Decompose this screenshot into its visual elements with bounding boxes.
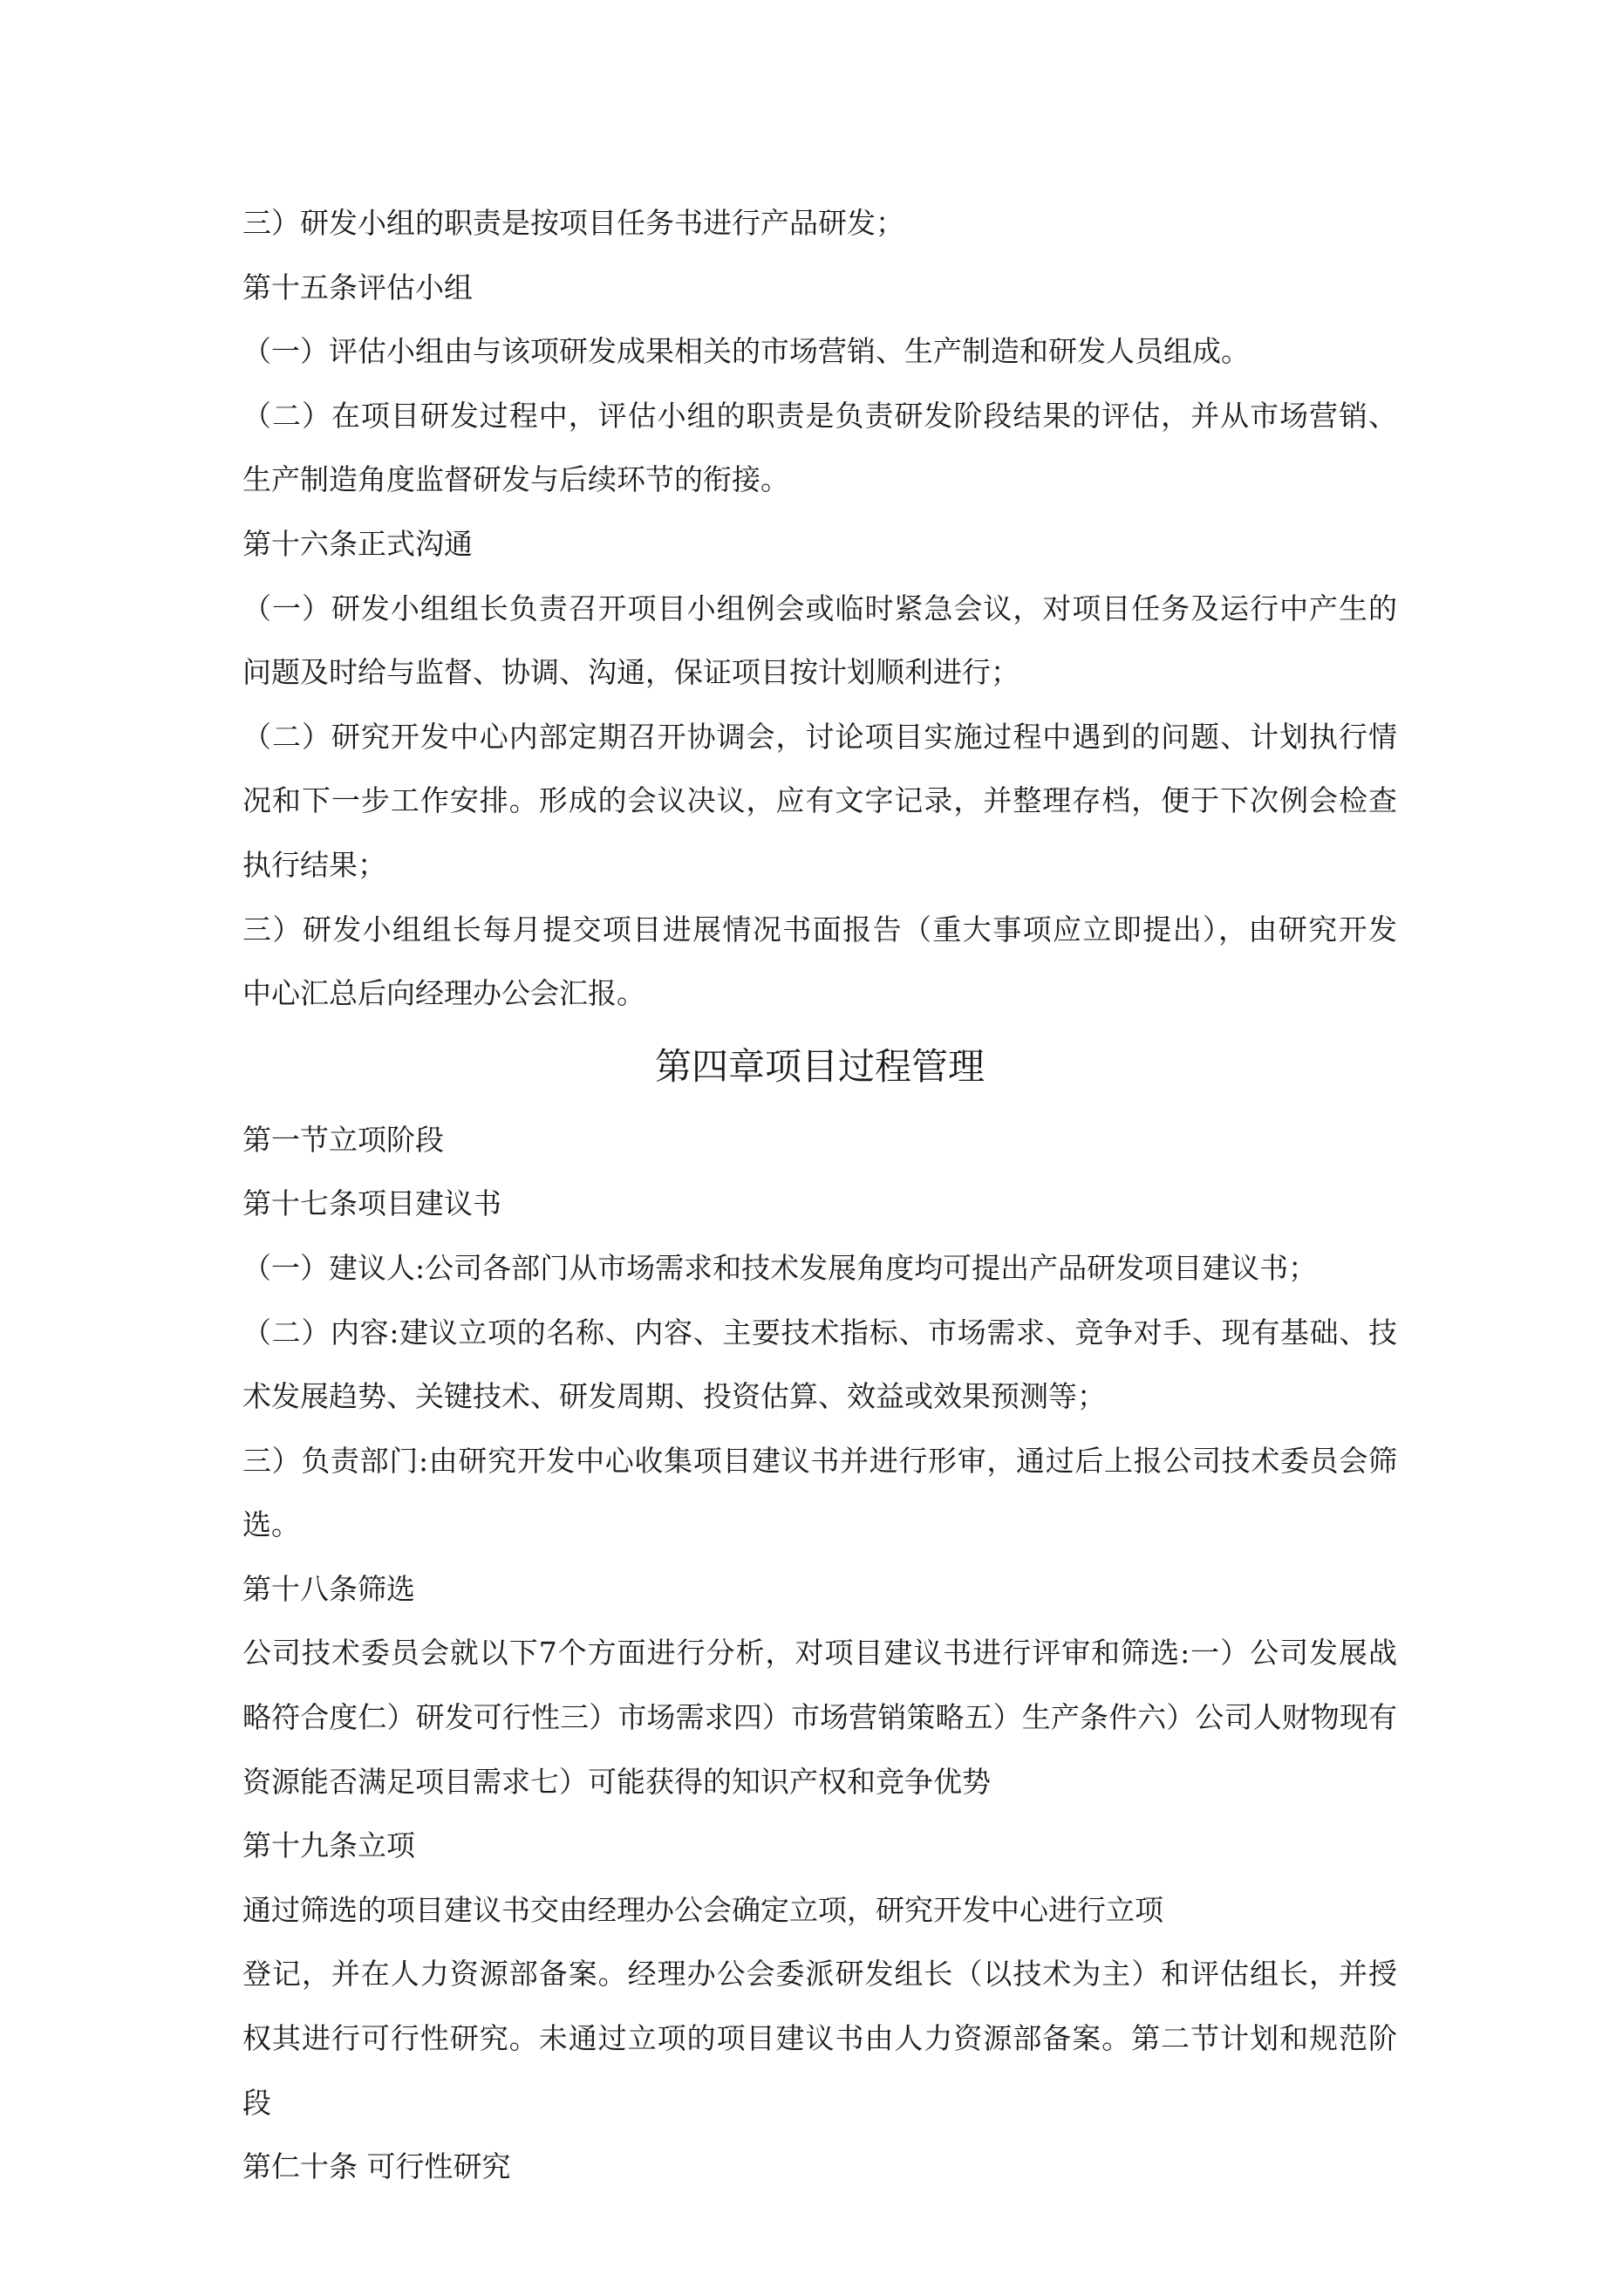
clause-line: 资源能否满足项目需求七）可能获得的知识产权和竞争优势 — [242, 1764, 991, 1799]
clause-line: （一）研发小组组长负责召开项目小组例会或临时紧急会议，对项目任务及运行中产生的 — [242, 591, 1397, 625]
document-body — [242, 191, 1397, 2199]
clause-line: 段 — [242, 2085, 271, 2120]
clause-line: （二）内容:建议立项的名称、内容、主要技术指标、市场需求、竞争对手、现有基础、技 — [242, 1315, 1397, 1350]
clause-line: （一）评估小组由与该项研发成果相关的市场营销、生产制造和研发人员组成。 — [242, 334, 1250, 369]
clause-line: 三）研发小组的职责是按项目任务书进行产品研发； — [242, 206, 904, 240]
article-heading: 第十九条立项 — [242, 1828, 415, 1863]
clause-line: 三）研发小组组长每月提交项目进展情况书面报告（重大事项应立即提出），由研究开发 — [242, 912, 1397, 946]
clause-line: （二）在项目研发过程中，评估小组的职责是负责研发阶段结果的评估，并从市场营销、 — [242, 398, 1397, 433]
clause-line: 选。 — [242, 1507, 300, 1542]
section-heading: 第一节立项阶段 — [242, 1122, 444, 1157]
clause-line: 执行结果； — [242, 847, 386, 882]
clause-line: 三）负责部门:由研究开发中心收集项目建议书并进行形审，通过后上报公司技术委员会筛 — [242, 1443, 1397, 1478]
clause-line: 中心汇总后向经理办公会汇报。 — [242, 976, 645, 1011]
clause-line: （一）建议人:公司各部门从市场需求和技术发展角度均可提出产品研发项目建议书； — [242, 1250, 1318, 1285]
article-heading: 第十八条筛选 — [242, 1571, 415, 1606]
clause-line: 生产制造角度监督研发与后续环节的衔接。 — [242, 462, 789, 497]
clause-line: （二）研究开发中心内部定期召开协调会，讨论项目实施过程中遇到的问题、计划执行情 — [242, 719, 1397, 754]
clause-line: 公司技术委员会就以下7个方面进行分析，对项目建议书进行评审和筛选:一）公司发展战 — [242, 1636, 1397, 1671]
clause-line: 术发展趋势、关键技术、研发周期、投资估算、效益或效果预测等； — [242, 1379, 1106, 1414]
article-heading: 第十六条正式沟通 — [242, 526, 473, 561]
clause-line: 略符合度仁）研发可行性三）市场需求四）市场营销策略五）生产条件六）公司人财物现有 — [242, 1700, 1397, 1735]
clause-line: 况和下一步工作安排。形成的会议决议，应有文字记录，并整理存档，便于下次例会检查 — [242, 783, 1397, 818]
article-heading: 第仁十条 可行性研究 — [242, 2149, 511, 2184]
article-heading: 第十七条项目建议书 — [242, 1186, 501, 1221]
clause-line: 登记，并在人力资源部备案。经理办公会委派研发组长（以技术为主）和评估组长，并授 — [242, 1957, 1397, 1992]
clause-line: 通过筛选的项目建议书交由经理办公会确定立项，研究开发中心进行立项 — [242, 1892, 1163, 1927]
clause-line: 权其进行可行性研究。未通过立项的项目建议书由人力资源部备案。第二节计划和规范阶 — [242, 2021, 1397, 2056]
chapter-title: 第四章项目过程管理 — [654, 1044, 985, 1088]
article-heading: 第十五条评估小组 — [242, 270, 473, 304]
clause-line: 问题及时给与监督、协调、沟通，保证项目按计划顺利进行； — [242, 655, 1019, 690]
